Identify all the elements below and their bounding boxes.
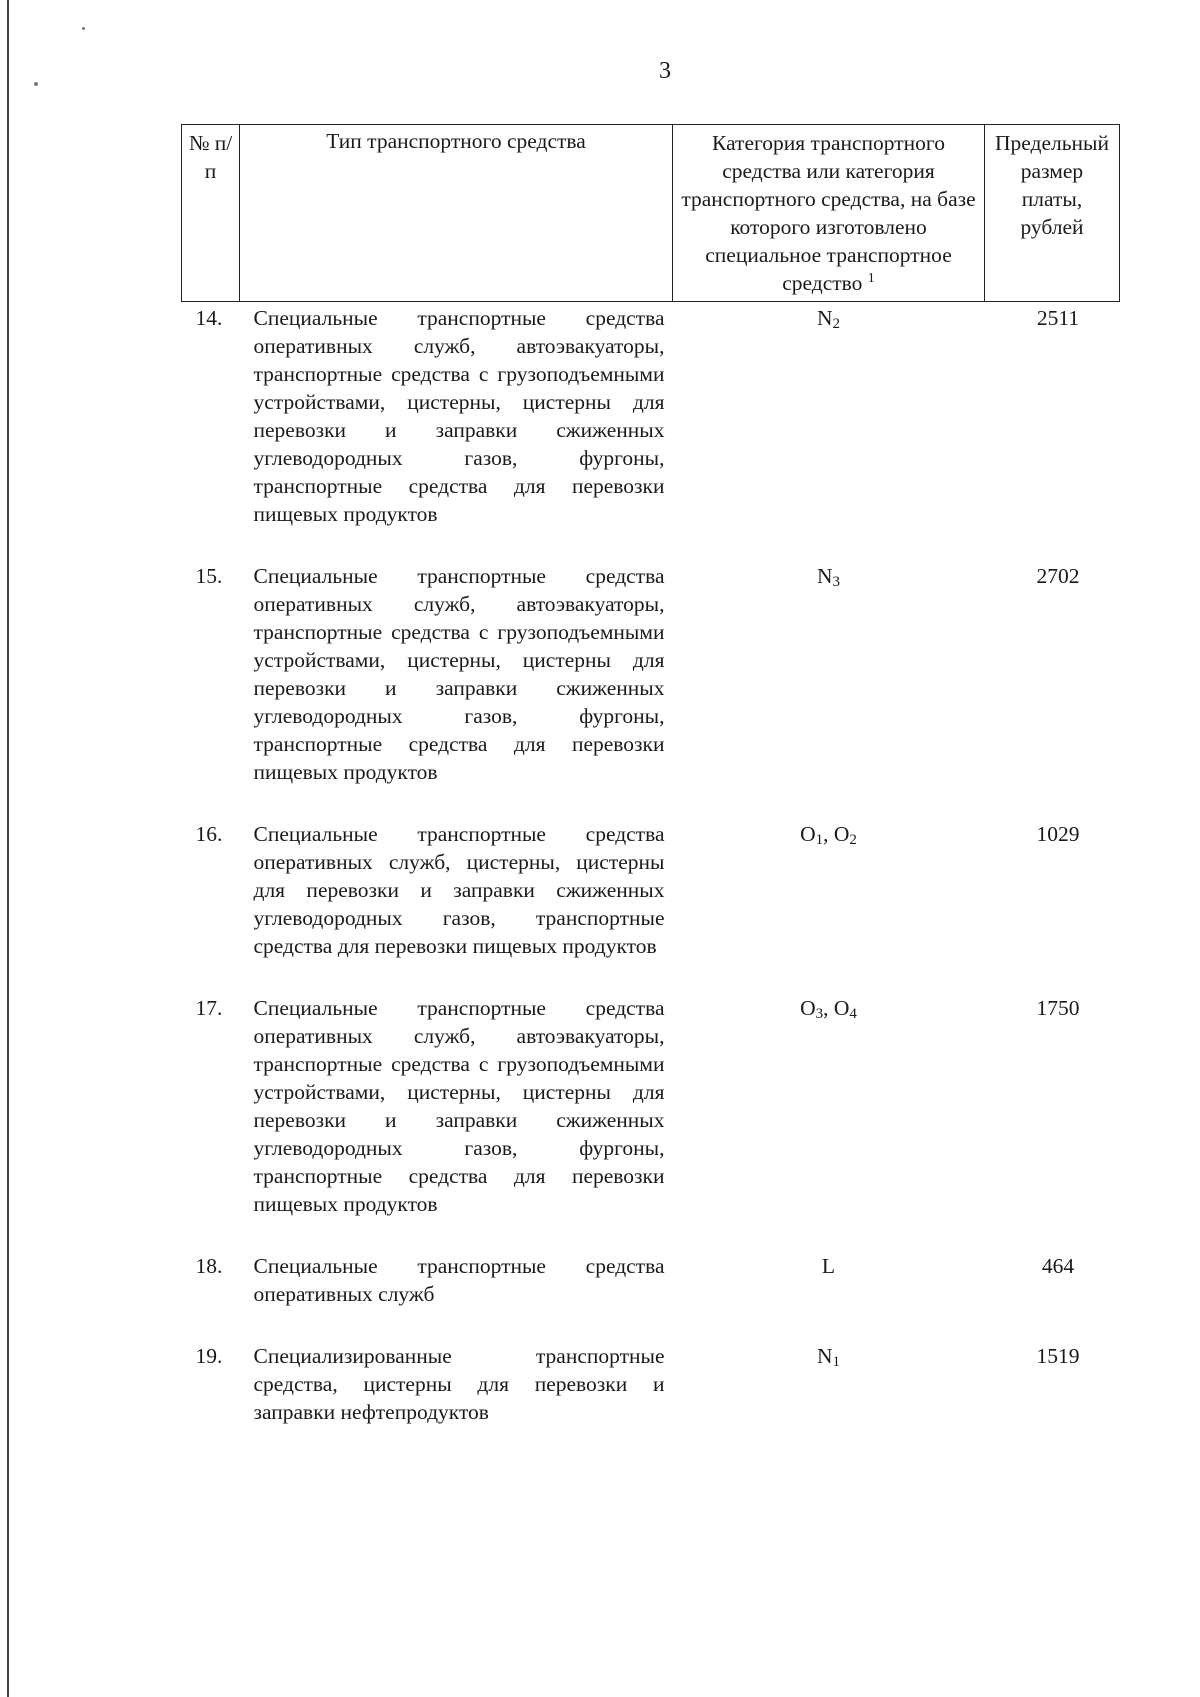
category-subscript: 3 [832,574,841,590]
category-letter: N [816,564,833,588]
table-row [182,562,1120,820]
category-subscript-2: 4 [849,1006,857,1022]
header-category [673,125,985,302]
category-separator: , O [823,996,850,1020]
row-category [673,562,985,820]
row-vehicle-type: Специализированные транспортные средства, цистерны для перевозки и заправки нефтепродуктов [253,1344,665,1424]
category-letter: L [821,1254,836,1278]
category-separator: , O [823,822,850,846]
row-category [673,1342,985,1460]
row-number: 15. [195,564,223,588]
table-row [182,1342,1120,1460]
header-category-text: Категория транспортного средства или категория транспортного средства, на базе которого изготовлено специальное транспортное средство [681,131,976,295]
row-fee: 464 [1041,1254,1075,1278]
row-fee: 2511 [1036,306,1080,330]
table-body [182,302,1120,1461]
header-num: № п/п [182,125,240,302]
row-number: 17. [195,996,223,1020]
category-letter: O [800,996,816,1020]
row-fee: 1750 [1036,996,1080,1020]
row-fee: 1029 [1036,822,1080,846]
row-number: 19. [195,1344,223,1368]
category-subscript: 3 [815,1006,824,1022]
table-row [182,820,1120,994]
scan-speck [82,27,85,30]
row-category [673,302,985,563]
row-vehicle-type: Специальные транспортные средства оперативных служб, автоэвакуаторы, транспортные средства с грузоподъемными устройствами, цистерны, цистерны для перевозки и заправки сжиженных углеводородных газов, фургоны, транспортные средства для перевозки пищевых продуктов [253,996,665,1216]
table-header [182,125,1120,302]
row-number: 18. [195,1254,223,1278]
category-letter: N [816,1344,833,1368]
scan-edge-line [7,0,9,1697]
row-vehicle-type: Специальные транспортные средства оперативных служб, автоэвакуаторы, транспортные средства с грузоподъемными устройствами, цистерны, цистерны для перевозки и заправки сжиженных углеводородных газов, фургоны, транспортные средства для перевозки пищевых продуктов [253,564,665,784]
row-category [673,994,985,1252]
table-row [182,994,1120,1252]
header-category-footnote: 1 [867,270,875,286]
row-category [673,820,985,994]
row-vehicle-type: Специальные транспортные средства оперативных служб [253,1254,665,1306]
category-subscript: 1 [832,1354,841,1370]
table-row [182,302,1120,563]
row-vehicle-type: Специальные транспортные средства оперативных служб, автоэвакуаторы, транспортные средства с грузоподъемными устройствами, цистерны, цистерны для перевозки и заправки сжиженных углеводородных газов, фургоны, транспортные средства для перевозки пищевых продуктов [253,306,665,526]
category-letter: N [816,306,833,330]
header-fee: Предельный размер платы, рублей [985,125,1120,302]
table-row [182,1252,1120,1342]
header-type: Тип транспортного средства [240,125,673,302]
category-subscript: 1 [815,832,824,848]
category-letter: O [800,822,816,846]
row-fee: 1519 [1036,1344,1080,1368]
row-fee: 2702 [1036,564,1080,588]
row-vehicle-type: Специальные транспортные средства оперативных служб, цистерны, цистерны для перевозки и заправки сжиженных углеводородных газов, транспортные средства для перевозки пищевых продуктов [253,822,665,958]
page-number: 3 [659,58,671,84]
fee-table [181,124,1120,1460]
category-subscript: 2 [832,316,841,332]
category-subscript-2: 2 [849,832,857,848]
row-category [673,1252,985,1342]
row-number: 16. [195,822,223,846]
row-number: 14. [195,306,223,330]
